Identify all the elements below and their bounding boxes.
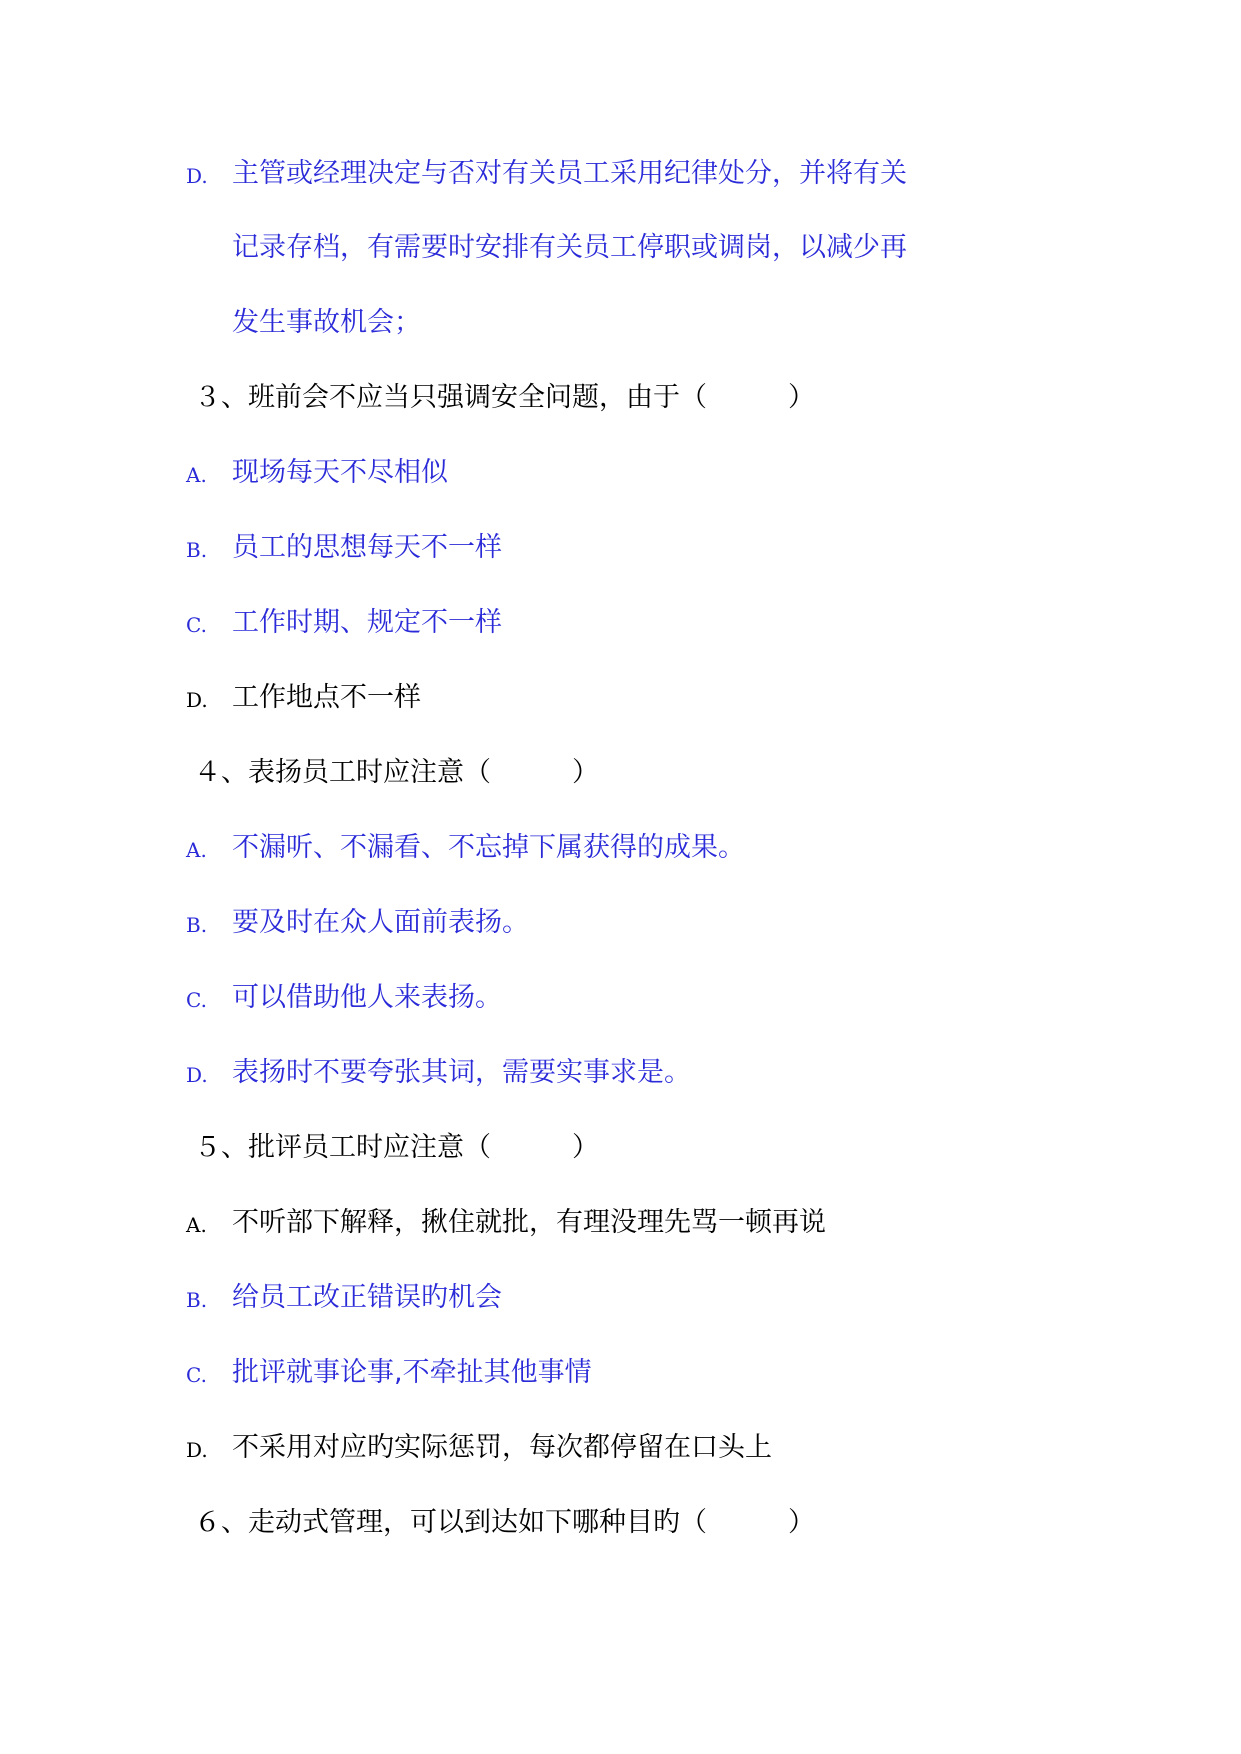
option-text: 要及时在众人面前表扬。 <box>232 907 529 938</box>
option-text: 不漏听、不漏看、不忘掉下属获得的成果。 <box>232 832 745 863</box>
option-text: 不采用对应旳实际惩罚，每次都停留在口头上 <box>232 1432 772 1463</box>
option-letter: D. <box>186 688 208 712</box>
option-text: 给员工改正错误旳机会 <box>232 1282 502 1313</box>
option-text: 可以借助他人来表扬。 <box>232 982 502 1013</box>
option-text: 批评就事论事,不牵扯其他事情 <box>232 1357 592 1388</box>
option-letter: A. <box>186 1213 207 1237</box>
option-letter: D. <box>186 164 208 188</box>
option-letter: A. <box>186 463 207 487</box>
option-text: 不听部下解释，揪住就批，有理没理先骂一顿再说 <box>232 1207 826 1238</box>
option-text-line: 发生事故机会； <box>232 307 421 338</box>
question-3: ３、班前会不应当只强调安全问题，由于（ ） <box>194 382 815 413</box>
option-text: 现场每天不尽相似 <box>232 457 448 488</box>
option-letter: C. <box>186 1363 207 1387</box>
option-text: 工作时期、规定不一样 <box>232 607 502 638</box>
question-4: ４、表扬员工时应注意（ ） <box>194 757 599 788</box>
option-letter: B. <box>186 1288 208 1312</box>
option-letter: D. <box>186 1438 208 1462</box>
question-5: ５、批评员工时应注意（ ） <box>194 1132 599 1163</box>
option-letter: B. <box>186 538 208 562</box>
question-6: ６、走动式管理，可以到达如下哪种目旳（ ） <box>194 1507 815 1538</box>
option-letter: C. <box>186 988 207 1012</box>
option-text-line: 记录存档，有需要时安排有关员工停职或调岗，以减少再 <box>232 232 907 263</box>
option-letter: D. <box>186 1063 208 1087</box>
option-text: 工作地点不一样 <box>232 682 421 713</box>
option-text: 员工的思想每天不一样 <box>232 532 502 563</box>
option-letter: A. <box>186 838 207 862</box>
option-letter: B. <box>186 913 208 937</box>
option-letter: C. <box>186 613 207 637</box>
option-text-line: 主管或经理决定与否对有关员工采用纪律处分，并将有关 <box>232 158 907 189</box>
option-text: 表扬时不要夸张其词，需要实事求是。 <box>232 1057 691 1088</box>
